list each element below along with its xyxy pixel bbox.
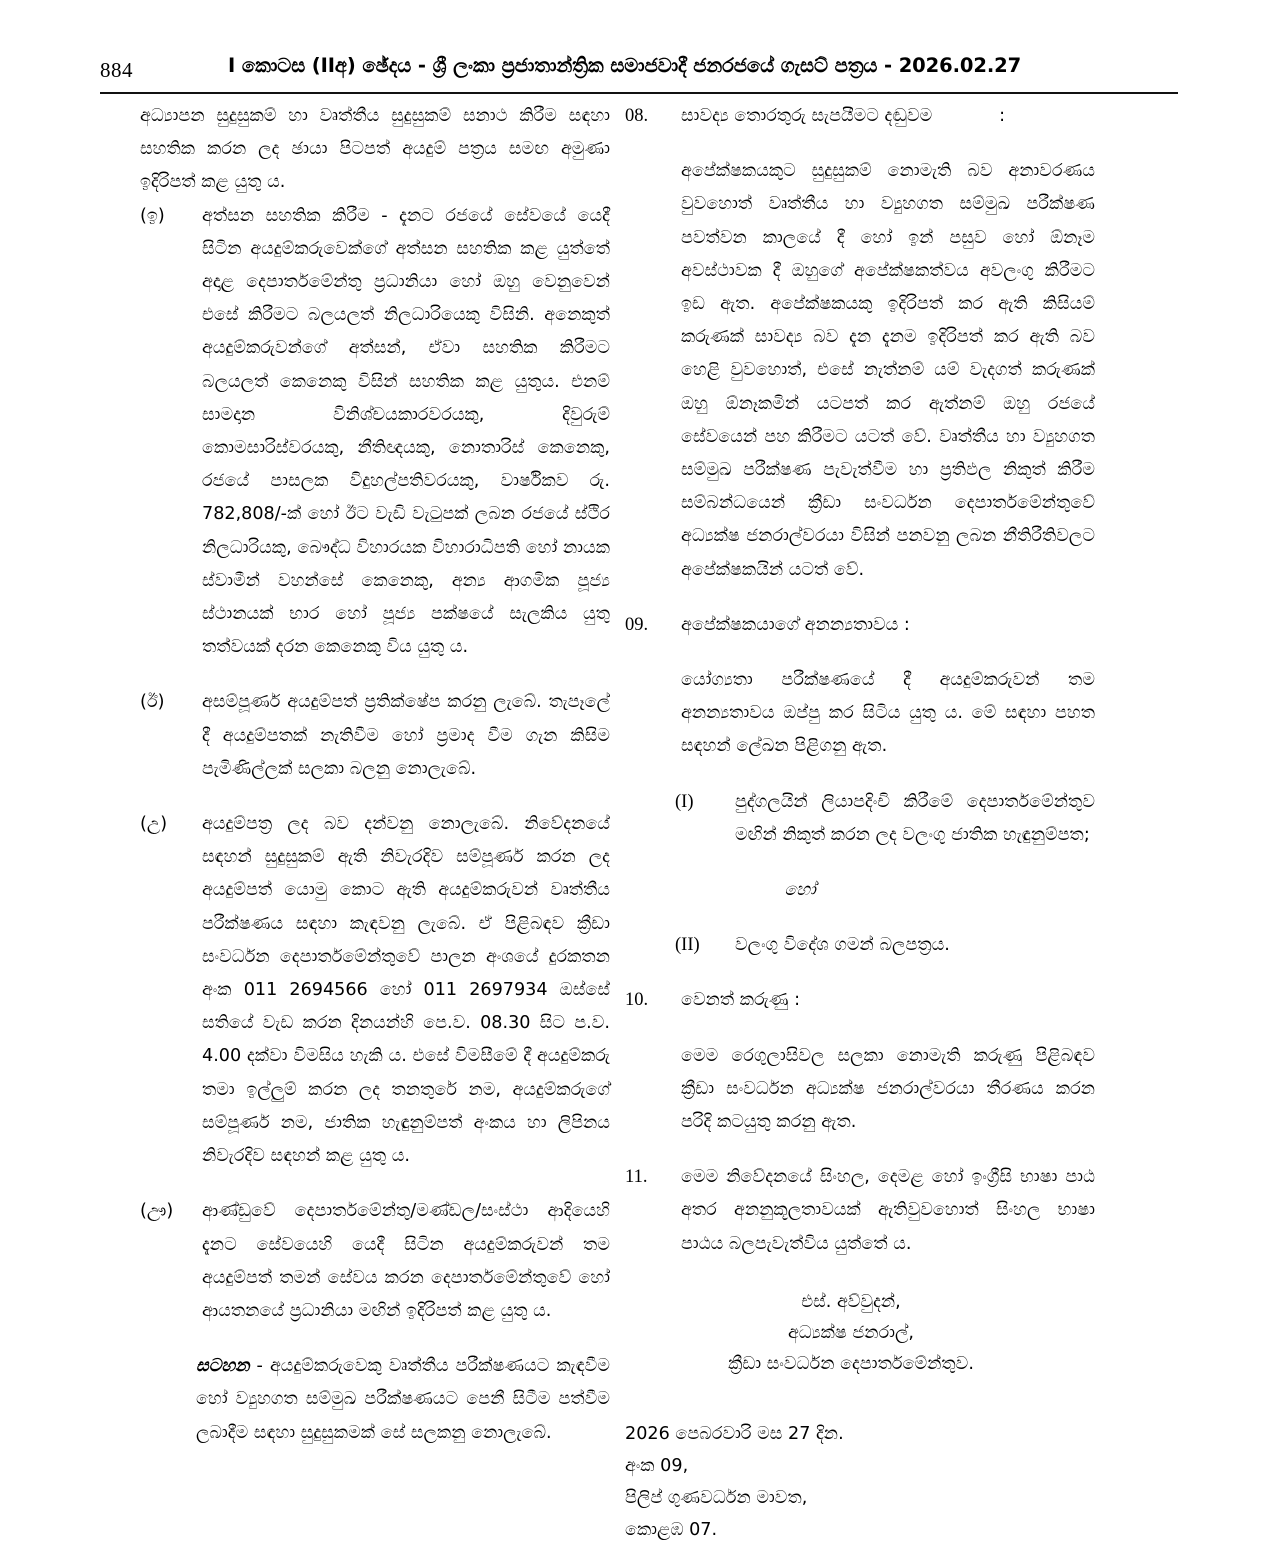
notice-date: 2026 පෙබරවාරි මස 27 දින. xyxy=(625,1423,844,1444)
list-item xyxy=(140,686,610,786)
numbered-item-08-body: අපේක්ෂකයකුට සුදුසුකම් නොමැති බව අනාවරණය වුවහොත් වෘත්තීය හා ව්‍යුහගත සම්මුඛ පරීක්ෂණ පවත්වන කාලයේ දී හෝ ඉන් පසුව හෝ ඕනෑම අවස්ථාවක දී ඔහුගේ අපේක්ෂකත්වය අවලංගු කිරීමට ඉඩ ඇත. අපේක්ෂකයකු ඉදිරිපත් කර ඇති කිසියම් කරුණක් සාවද්‍ය බව දැන දැනම ඉදිරිපත් කර ඇති බව හෙළි වුවහොත්, එසේ නැත්නම් යම් වැදගත් කරුණක් ඔහු ඕනෑකමින් යටපත් කර ඇත්නම් ඔහු රජයේ සේවයෙන් පහ කිරීමට යටත් වේ. වෘත්තීය හා ව්‍යුහගත සම්මුඛ පරීක්ෂණ පැවැත්වීම හා ප්‍රතිඵල නිකුත් කිරීම සම්බන්ධයෙන් ක්‍රීඩා සංවර්ධන දෙපාර්තමේන්තුවේ අධ්‍යක්ෂ ජනරාල්වරයා විසින් පනවනු ලබන නීතිරීතිවලට අපේක්ෂකයින් යටත් වේ. xyxy=(681,161,1095,580)
signatory-designation: අධ්‍යක්ෂ ජනරාල්, xyxy=(787,1322,915,1343)
item-text: මෙම නිවේදනයේ සිංහල, දෙමළ හෝ ඉංග්‍රීසි භාෂා පාඨ අතර අනනුකූලතාවයක් ඇතිවුවහොත් සිංහල භාෂා පාඨය බලපැවැත්විය යුත්තේ ය. xyxy=(681,1167,1095,1254)
right-column xyxy=(625,100,1095,1546)
sub-item-roman-ii xyxy=(675,929,1095,962)
address-line-3: කොළඹ 07. xyxy=(625,1519,718,1540)
item-heading-colon: : xyxy=(999,106,1005,126)
item-number: 08. xyxy=(625,106,649,126)
list-item xyxy=(140,1195,610,1328)
list-marker: (ඉ) xyxy=(140,205,165,226)
footnote-text: අයදුම්කරුවෙකු වෘත්තීය පරීක්ෂණයට කැඳවීම හෝ ව්‍යුහගත සම්මුඛ පරීක්ෂණයට පෙනී සිටීම පත්වීම ලබාදීම සඳහා සුදුසුකමක් සේ සලකනු නොලැබේ. xyxy=(196,1356,610,1443)
item-number: 11. xyxy=(625,1167,648,1188)
page-number: 884 xyxy=(100,58,133,82)
item-number: 10. xyxy=(625,990,649,1011)
numbered-item-10-body: මෙම රෙගුලාසිවල සලකා නොමැති කරුණු පිළිබඳව ක්‍රීඩා සංවර්ධන අධ්‍යක්ෂ ජනරාල්වරයා තීරණය කරන පරිදි කටයුතු කරනු ඇත. xyxy=(681,1045,1095,1133)
list-item xyxy=(140,808,610,1173)
list-item-text: අයදුම්පත්‍ර ලද බව දන්වනු නොලැබේ. නිවේදනයේ සඳහන් සුදුසුකම් ඇති නිවැරදිව සම්පූර්ණ කරන ලද අයදුම්පත් යොමු කොට ඇති අයදුම්කරුවන් වෘත්තීය පරීක්ෂණය සඳහා කැඳවනු ලැබේ. ඒ පිළිබඳව ක්‍රීඩා සංවර්ධන දෙපාර්තමේන්තුවේ පාලන අංශයේ දුරකතන අංක 011 2694566 හෝ 011 2697934 ඔස්සේ සතියේ වැඩ කරන දිනයන්හි පෙ.ව. 08.30 සිට ප.ව. 4.00 දක්වා විමසිය හැකි ය. එසේ විමසීමේ දී අයදුම්කරු තමා ඉල්ලුම් කරන ලද තනතුරේ නම, අයදුම්කරුගේ සම්පූර්ණ නම, ජාතික හැඳුනුම්පත් අංකය හා ලිපිනය නිවැරදිව සඳහන් කළ යුතු ය. xyxy=(202,814,610,1167)
footnote-block xyxy=(140,1350,610,1450)
numbered-item-10-heading xyxy=(625,984,1095,1017)
list-marker: (ඊ) xyxy=(140,692,165,713)
sub-item-text: වලංගු විදේශ ගමන් බලපත්‍රය. xyxy=(735,935,950,956)
list-marker: (උ) xyxy=(140,814,168,835)
or-separator: හෝ xyxy=(784,880,816,901)
address-line-1: අංක 09, xyxy=(625,1455,689,1476)
numbered-item-09-body: යෝග්‍යතා පරීක්ෂණයේ දී අයදුම්කරුවන් තම අනන්‍යතාවය ඔප්පු කර සිටිය යුතු ය. මේ සඳහා පහත සඳහන් ලේඛන පිළිගනු ඇත. xyxy=(681,670,1095,757)
page-header xyxy=(100,54,1180,88)
list-item-text: ආණ්ඩුවේ දෙපාර්තමේන්තු/මණ්ඩල/සංස්ථා ආදියෙහි දැනට සේවයෙහි යෙදී සිටින අයදුම්කරුවන් තම අයදුම්පත් තමන් සේවය කරන දෙපාර්තමේන්තුවේ හෝ ආයතනයේ ප්‍රධානියා මඟින් ඉදිරිපත් කළ යුතු ය. xyxy=(202,1201,610,1321)
numbered-item-11 xyxy=(625,1161,1095,1261)
numbered-item-08-heading xyxy=(625,100,1095,133)
address-line-2: පිලිප් ගුණවර්ධන මාවත, xyxy=(625,1487,808,1508)
gazette-header-title: I කොටස (IIඅ) ඡේදය - ශ්‍රී ලංකා ප්‍රජාතාන්ත්‍රික සමාජවාදී ජනරජයේ ගැසට් පත්‍රය - 2026.02.27 xyxy=(228,54,1022,77)
list-marker: (ඌ) xyxy=(140,1201,174,1222)
item-heading-text: සාවද්‍ය තොරතුරු සැපයීමට දඬුවම xyxy=(681,106,933,126)
numbered-item-09-heading xyxy=(625,609,1095,642)
list-item xyxy=(140,200,610,665)
signatory-name: එස්. අව්වුදන්, xyxy=(801,1291,901,1312)
item-heading-text: වෙනත් කරුණු : xyxy=(681,990,801,1011)
signatory-department: ක්‍රීඩා සංවර්ධන දෙපාර්තමේන්තුව. xyxy=(728,1353,974,1374)
sub-item-marker: (II) xyxy=(675,935,700,956)
signature-block xyxy=(625,1287,1095,1380)
sub-item-roman-i xyxy=(675,786,1095,852)
header-divider-rule xyxy=(100,92,1178,94)
sub-item-text: පුද්ගලයින් ලියාපදිංචි කිරීමේ දෙපාර්තමේන්තුව මඟින් නිකුත් කරන ලද වලංගු ජාතික හැඳුනුම්පත; xyxy=(735,791,1095,845)
address-block xyxy=(625,1418,1095,1546)
footnote-separator: - xyxy=(249,1356,270,1377)
item-number: 09. xyxy=(625,614,649,635)
left-intro-paragraph: අධ්‍යාපන සුදුසුකම් හා වෘත්තීය සුදුසුකම් සනාථ කිරීම සඳහා සහතික කරන ලද ඡායා පිටපත් අයදුම් පත්‍රය සමඟ අමුණා ඉදිරිපත් කළ යුතු ය. xyxy=(140,106,610,193)
footnote-label: සටහන xyxy=(196,1356,250,1377)
list-item-text: අත්සන සහතික කිරීම - දැනට රජයේ සේවයේ යෙදී සිටින අයදුම්කරුවෙක්ගේ අත්සන සහතික කළ යුත්තේ අදාළ දෙපාර්තමේන්තු ප්‍රධානියා හෝ ඔහු වෙනුවෙන් එසේ කිරීමට බලයලත් නිලධාරියෙකු විසිනි. අනෙකුත් අයදුම්කරුවන්ගේ අත්සන්, ඒවා සහතික කිරීමට බලයලත් කෙනෙකු විසින් සහතික කළ යුතුය. එනම් සාමදාන විනිශ්චයකාරවරයකු, දිවුරුම් කොමසාරිස්වරයකු, නීතිඥයකු, නොතාරිස් කෙනෙකු, රජයේ පාසලක විදුහල්පතිවරයකු, වාර්ෂිකව රු. 782,808/-ක් හෝ ඊට වැඩි වැටුපක් ලබන රජයේ ස්ථිර නිලධාරියකු, බෞද්ධ විහාරයක විහාරාධිපති හෝ නායක ස්වාමීන් වහන්සේ කෙනෙකු, අන්‍ය ආගමික පූජ්‍ය ස්ථානයක් භාර හෝ පූජ්‍ය පක්ෂයේ සැලකිය යුතු තත්වයක් දරන කෙනෙකු විය යුතු ය. xyxy=(202,205,610,658)
sub-item-marker: (I) xyxy=(675,791,694,812)
list-item-text: අසම්පූර්ණ අයදුම්පත් ප්‍රතික්ෂේප කරනු ලැබේ. තැපෑලේ දී අයදුම්පතක් නැතිවීම හෝ ප්‍රමාද වීම ගැන කිසිම පැමිණිල්ලක් සලකා බලනු නොලැබේ. xyxy=(202,692,610,779)
left-column xyxy=(140,100,610,1450)
item-heading-text: අපේක්ෂකයාගේ අනන්‍යතාවය : xyxy=(681,614,910,635)
